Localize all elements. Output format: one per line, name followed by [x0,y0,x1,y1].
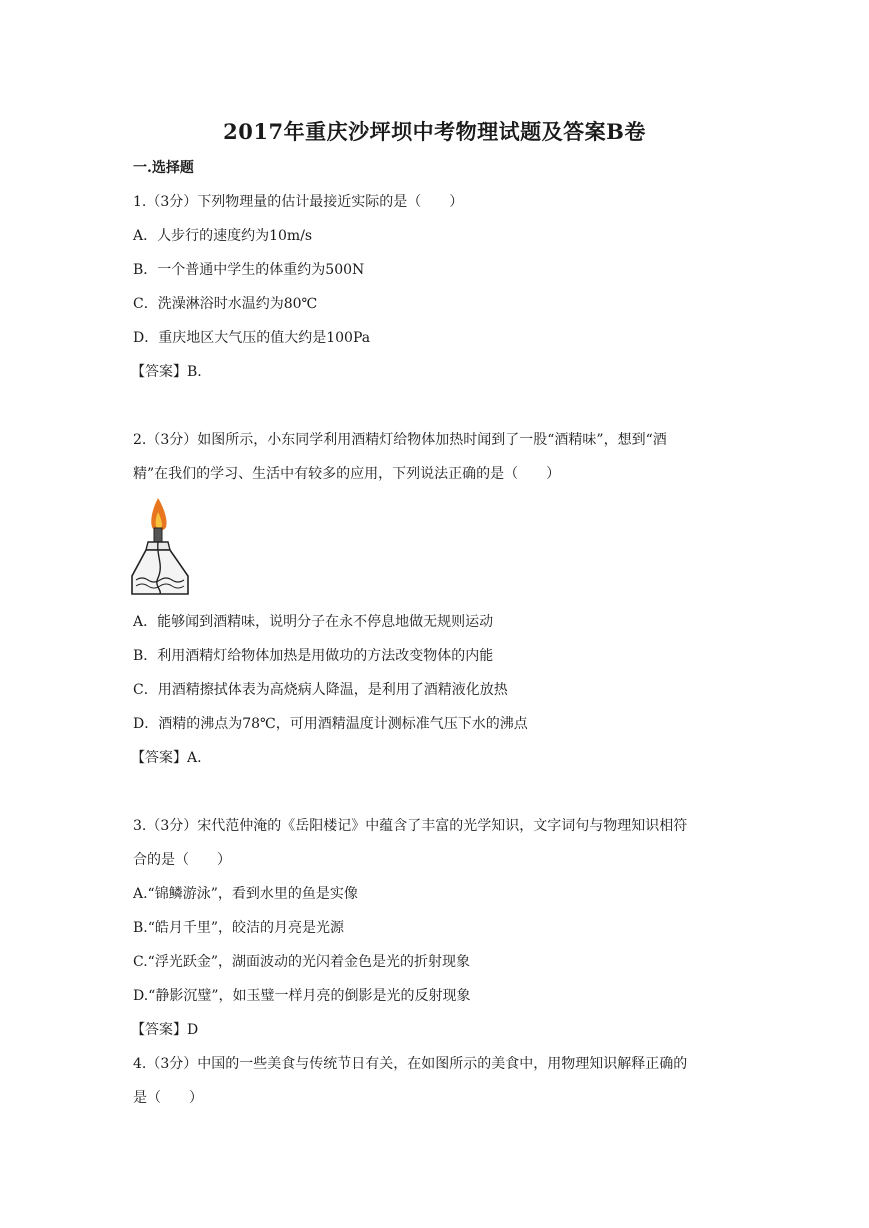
q3-option-c: C.“浮光跃金”，湖面波动的光闪着金色是光的折射现象 [133,954,470,970]
q1-option-d: D．重庆地区大气压的值大约是100Pa [133,330,371,346]
q2-option-a: A．能够闻到酒精味，说明分子在永不停息地做无规则运动 [133,614,494,630]
q3-answer: 【答案】D [131,1022,199,1038]
q2-option-b: B．利用酒精灯给物体加热是用做功的方法改变物体的内能 [133,648,494,664]
q1-option-c: C．洗澡淋浴时水温约为80℃ [133,296,318,312]
q2-stem-line2: 精”在我们的学习、生活中有较多的应用，下列说法正确的是（ ） [133,466,561,482]
alcohol-lamp-figure [128,494,192,600]
q2-option-c: C．用酒精擦拭体表为高烧病人降温，是利用了酒精液化放热 [133,682,508,698]
q3-option-d: D.“静影沉璧”，如玉璧一样月亮的倒影是光的反射现象 [133,988,471,1004]
q4-stem-line1: 4.（3分）中国的一些美食与传统节日有关，在如图所示的美食中，用物理知识解释正确的 [133,1056,688,1072]
section-heading: 一.选择题 [133,160,194,176]
q3-option-b: B.“皓月千里”，皎洁的月亮是光源 [133,920,345,936]
q4-stem-line2: 是（ ） [133,1090,203,1106]
q2-answer: 【答案】A. [131,750,202,766]
q2-option-d: D．酒精的沸点为78℃，可用酒精温度计测标准气压下水的沸点 [133,716,528,732]
page-title: 2017年重庆沙坪坝中考物理试题及答案B卷 [223,119,646,144]
q1-answer: 【答案】B. [131,364,202,380]
q2-stem-line1: 2.（3分）如图所示，小东同学利用酒精灯给物体加热时闻到了一股“酒精味”，想到“酒 [133,432,667,448]
q3-option-a: A.“锦鳞游泳”，看到水里的鱼是实像 [133,886,358,902]
q1-option-a: A．人步行的速度约为10m/s [133,228,313,244]
q1-option-b: B．一个普通中学生的体重约为500N [133,262,365,278]
q1-stem: 1.（3分）下列物理量的估计最接近实际的是（ ） [133,194,464,210]
q3-stem-line2: 合的是（ ） [133,852,231,868]
q3-stem-line1: 3.（3分）宋代范仲淹的《岳阳楼记》中蕴含了丰富的光学知识，文字词句与物理知识相符 [133,818,688,834]
